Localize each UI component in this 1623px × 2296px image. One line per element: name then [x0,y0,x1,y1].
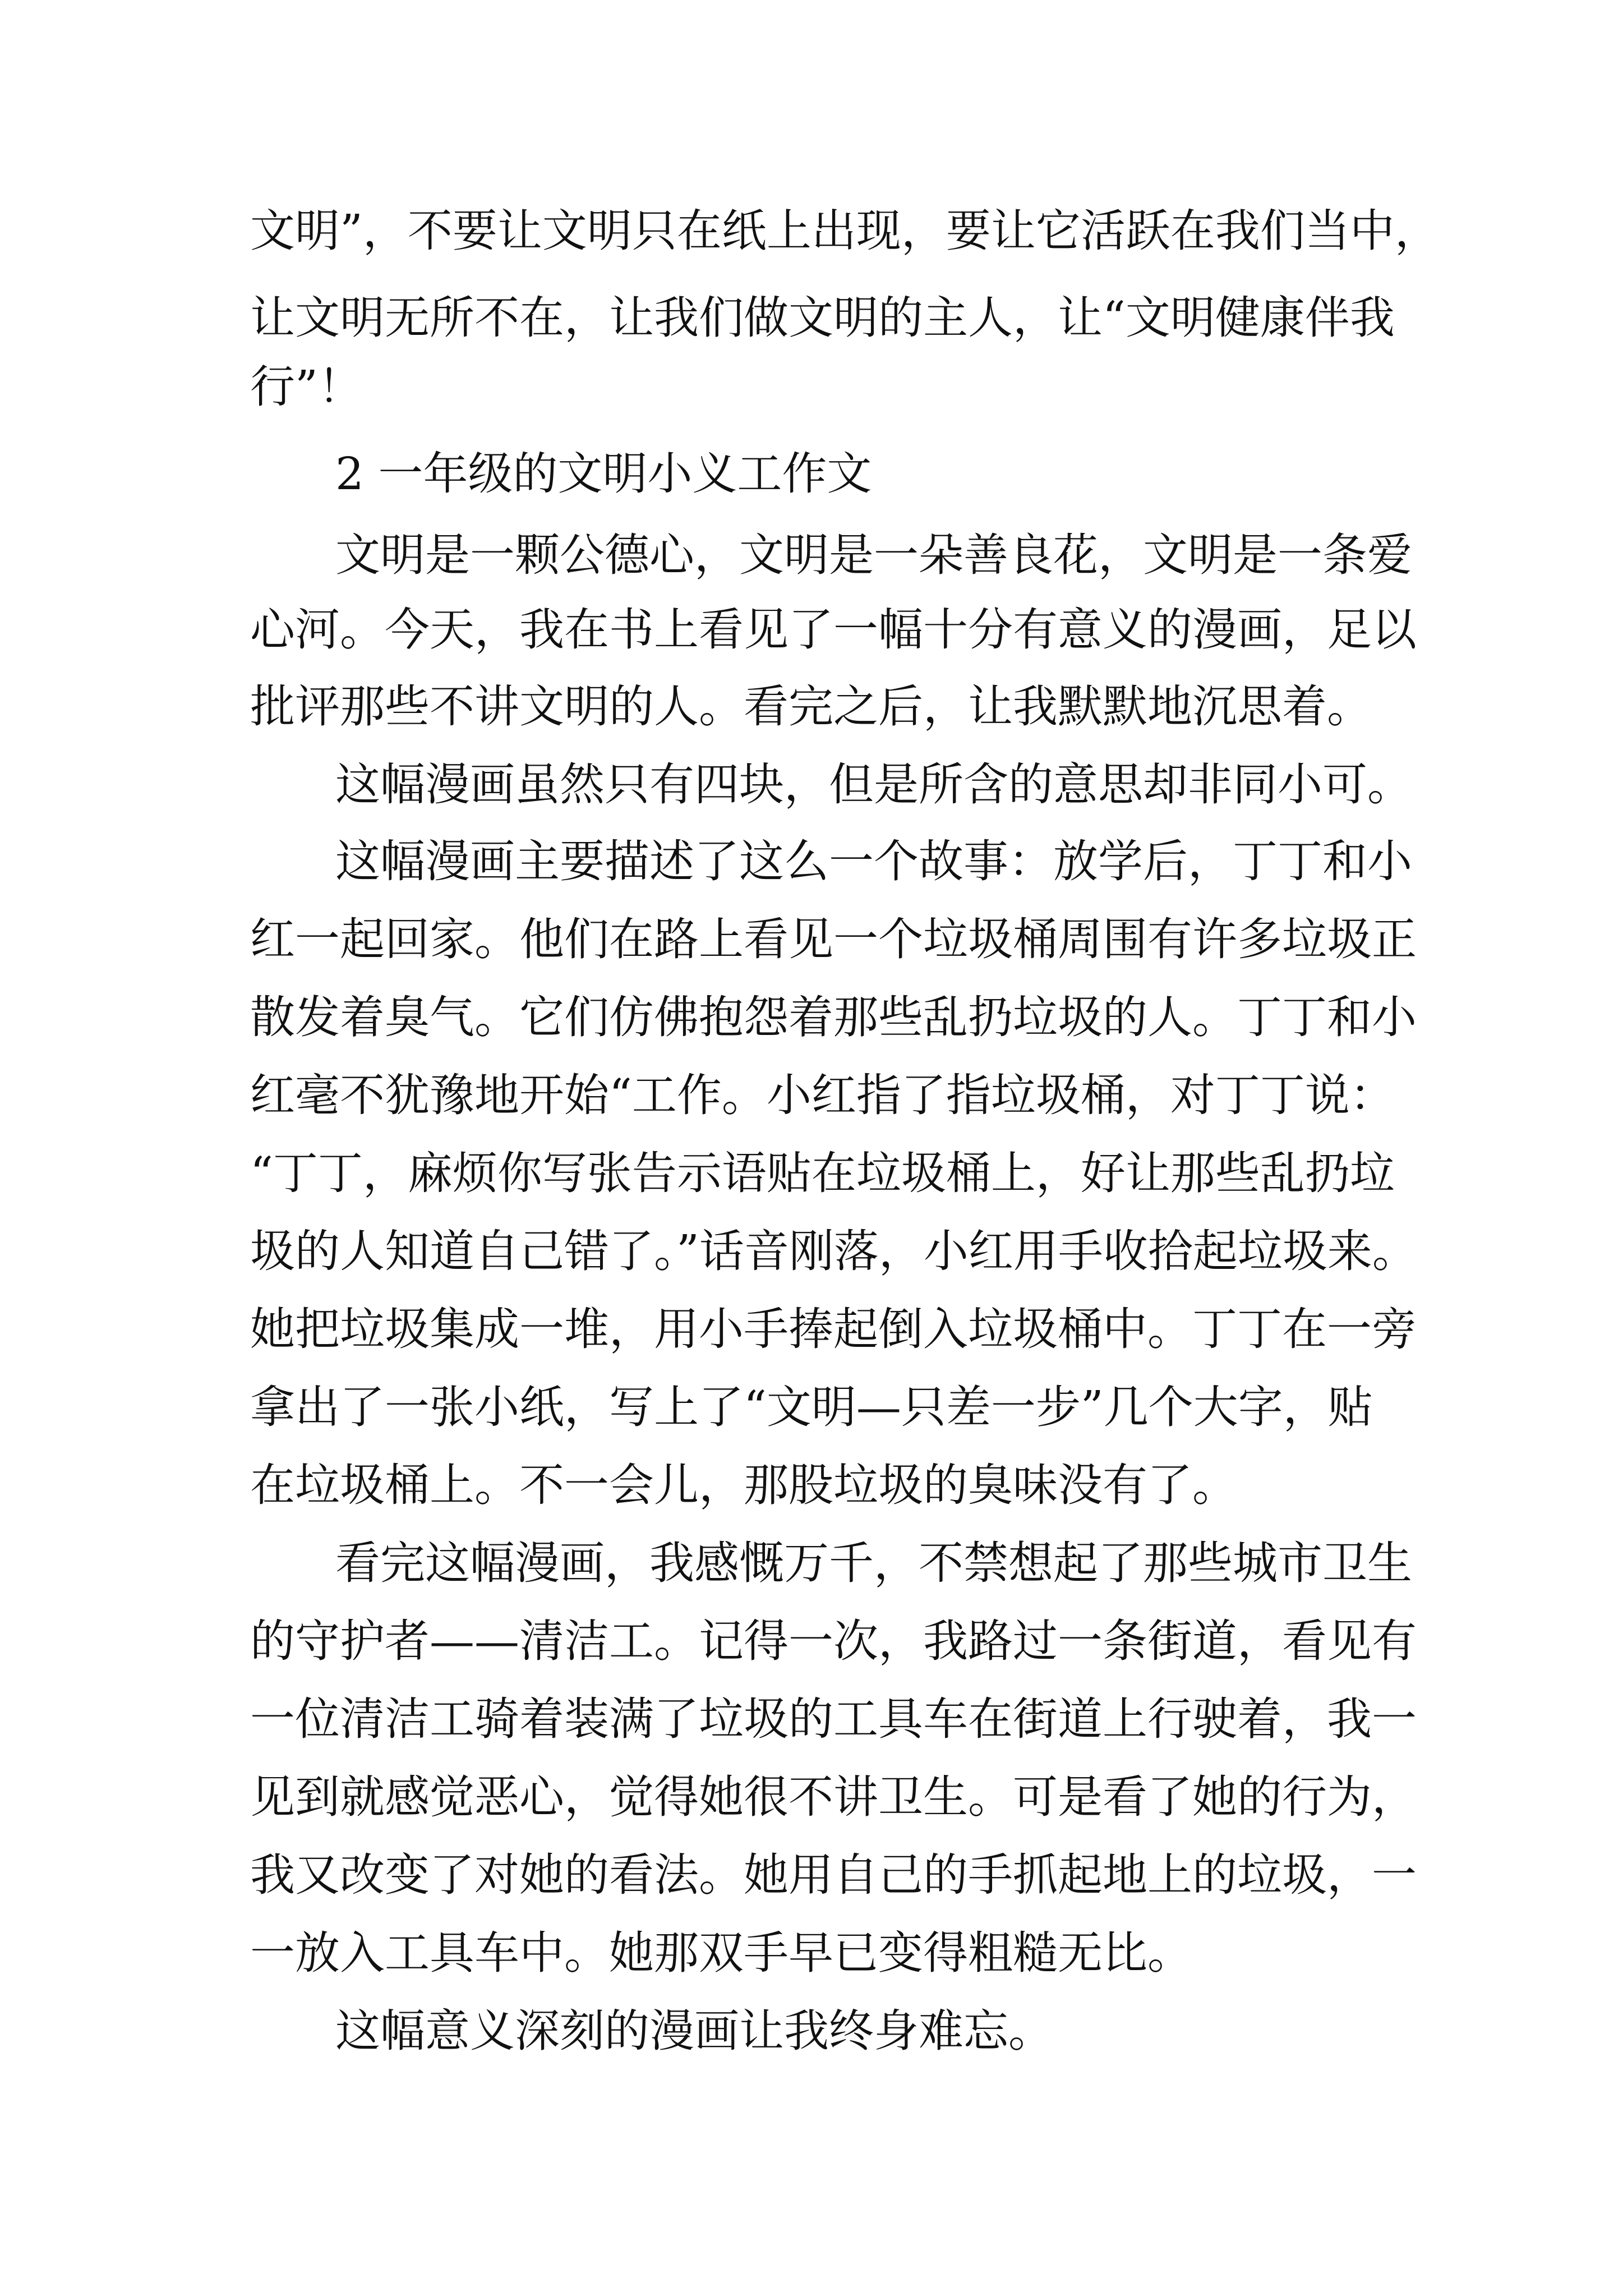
text-line: 拿出了一张小纸，写上了“文明—只差一步”几个大字，贴 [250,1381,1373,1433]
text-line: 批评那些不讲文明的人。看完之后，让我默默地沉思着。 [250,680,1372,733]
text-line: 红一起回家。他们在路上看见一个垃圾桶周围有许多垃圾正 [250,913,1417,965]
text-line: 心河。今天，我在书上看见了一幅十分有意义的漫画，足以 [250,604,1417,656]
text-line: 这幅漫画虽然只有四块，但是所含的意思却非同小可。 [335,758,1412,811]
text-line: 这幅漫画主要描述了这么一个故事：放学后，丁丁和小 [335,835,1412,887]
text-line: 红毫不犹豫地开始“工作。小红指了指垃圾桶，对丁丁说： [250,1069,1395,1121]
text-line: 见到就感觉恶心，觉得她很不讲卫生。可是看了她的行为， [250,1771,1417,1823]
text-line: 文明是一颗公德心，文明是一朵善良花，文明是一条爱 [335,529,1412,581]
text-line: 一放入工具车中。她那双手早已变得粗糙无比。 [250,1927,1192,1979]
text-line: 让文明无所不在，让我们做文明的主人，让“文明健康伴我 [250,292,1395,344]
text-line: 的守护者——清洁工。记得一次，我路过一条街道，看见有 [250,1615,1417,1667]
text-line: “丁丁，麻烦你写张告示语贴在垃圾桶上，好让那些乱扔垃 [250,1147,1395,1199]
text-line: 看完这幅漫画，我感慨万千，不禁想起了那些城市卫生 [335,1537,1412,1589]
text-line: 圾的人知道自己错了。”话音刚落，小红用手收拾起垃圾来。 [250,1225,1417,1277]
text-line: 散发着臭气。它们仿佛抱怨着那些乱扔垃圾的人。丁丁和小 [250,991,1417,1043]
section-heading: 2 一年级的文明小义工作文 [335,448,872,500]
text-line: 行”！ [250,361,363,413]
text-line: 一位清洁工骑着装满了垃圾的工具车在街道上行驶着，我一 [250,1693,1417,1745]
text-line: 在垃圾桶上。不一会儿，那股垃圾的臭味没有了。 [250,1459,1237,1511]
text-line: 这幅意义深刻的漫画让我终身难忘。 [335,2005,1053,2057]
text-line: 我又改变了对她的看法。她用自己的手抓起地上的垃圾，一 [250,1849,1417,1901]
text-line: 文明”，不要让文明只在纸上出现，要让它活跃在我们当中， [250,205,1440,257]
text-line: 她把垃圾集成一堆，用小手捧起倒入垃圾桶中。丁丁在一旁 [250,1303,1417,1355]
